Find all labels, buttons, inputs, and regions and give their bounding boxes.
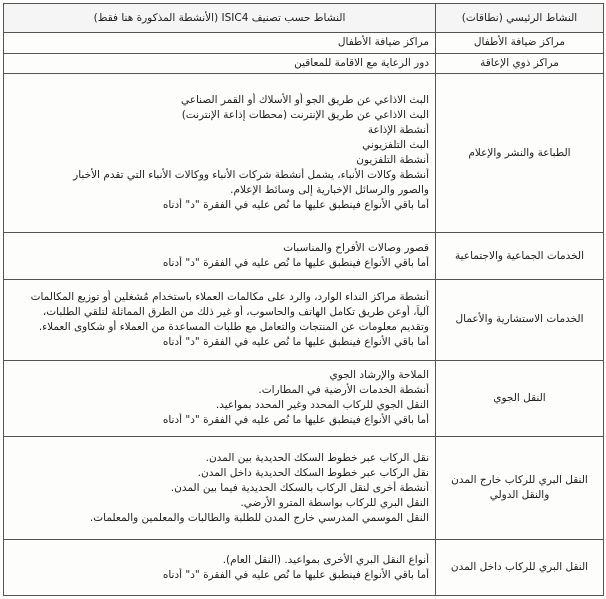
table-row <box>4 73 604 233</box>
isic-activity-line: أنشطة الخدمات الأرضية في المطارات. <box>258 384 429 397</box>
main-activity-cell: مراكز ذوي الإعاقة <box>436 53 604 73</box>
isic-activity-line: دور الرعاية مع الاقامة للمعاقين <box>294 56 429 69</box>
main-activity-cell: النقل الجوي <box>436 360 604 437</box>
main-activity-cell: الطباعة والنشر والإعلام <box>436 73 604 233</box>
isic-activity-line: أنشطة وكالات الأنباء، يشمل أنشطة شركات الأنباء ووكالات الأنباء التي تقدم الأخبار <box>73 169 429 181</box>
isic-activity-line: البث التلفزيوني <box>362 139 429 151</box>
isic-activity-line: النقل الموسمي المدرسي خارج المدن للطلبة والطالبات والمعلمين والمعلمات. <box>89 511 429 524</box>
header-isic-activity: النشاط حسب تصنيف ISIC4 (الأنشطة المذكورة هنا فقط) <box>4 4 436 33</box>
header-main-activity: النشاط الرئيسي (نطاقات) <box>436 4 604 33</box>
table-header-row <box>4 4 604 33</box>
isic-activity-cell <box>4 360 436 437</box>
isic-activity-line: نقل الركاب عبر خطوط السكك الحديدية داخل المدن. <box>197 466 429 479</box>
isic-activity-cell <box>4 233 436 279</box>
isic-activity-line: البث الاذاعي عن طريق الجو أو الأسلاك أو القمر الصناعي <box>180 94 429 106</box>
table-row <box>4 540 604 596</box>
isic-activity-line: أما باقي الأنواع فينطبق عليها ما نُص عليه في الفقرة "د" أدناه <box>162 257 429 270</box>
table-row <box>4 360 604 437</box>
isic-activity-line: أنشطة التلفزيون <box>356 154 429 166</box>
main-activity-cell: النقل البري للركاب خارج المدن والنقل الدولي <box>436 437 604 540</box>
isic-activity-line: أنشطة مراكز النداء الوارد، والرد على مكالمات العملاء باستخدام مُشغلين أو توزيع المكالمات <box>30 290 429 303</box>
table-row <box>4 53 604 73</box>
isic-activity-cell <box>4 73 436 233</box>
isic-activity-line: قصور وصالات الأفراح والمناسبات <box>283 242 429 255</box>
isic-activity-line: أما باقي الأنواع فينطبق عليها ما نُص عليه في الفقرة "د" أدناه <box>162 414 429 427</box>
isic-activity-line: نقل الركاب عبر خطوط السكك الحديدية بين المدن. <box>205 451 429 464</box>
isic-activity-cell <box>4 437 436 540</box>
isic-activity-cell <box>4 33 436 53</box>
activities-table <box>3 3 604 596</box>
isic-activity-line: النقل الجوي للركاب المحدد وغير المحدد بمواعيد. <box>215 399 429 412</box>
table-row <box>4 233 604 279</box>
isic-activity-line: أنواع النقل البري الأخرى بمواعيد. (النقل العام). <box>222 553 429 566</box>
isic-activity-cell <box>4 279 436 360</box>
table-row <box>4 279 604 360</box>
main-activity-cell: مراكز ضيافة الأطفال <box>436 33 604 53</box>
table-row <box>4 437 604 540</box>
isic-activity-cell <box>4 53 436 73</box>
isic-activity-line: أما باقي الأنواع فينطبق عليها ما نُص عليه في الفقرة "د" أدناه <box>162 568 429 581</box>
main-activity-cell: الخدمات الجماعية والاجتماعية <box>436 233 604 279</box>
main-activity-cell: النقل البري للركاب داخل المدن <box>436 540 604 596</box>
isic-activity-line: الملاحة والإرشاد الجوي <box>329 369 429 382</box>
isic-activity-line: مراكز ضيافة الأطفال <box>337 36 429 49</box>
table-row <box>4 33 604 53</box>
isic-activity-line: أنشطة أخرى لنقل الركاب بالسكك الحديدية فيما بين المدن. <box>170 481 429 494</box>
isic-activity-line: البث الاذاعي عن طريق الإنترنت (محطات إذاعة الإنترنت) <box>181 109 429 121</box>
isic-activity-cell <box>4 540 436 596</box>
isic-activity-line: النقل البري للركاب بواسطة المترو الأرضي. <box>240 496 429 509</box>
isic-activity-line: وتقديم معلومات عن المنتجات والتعامل مع طلبات المساعدة من العملاء أو شكاوى العملاء. <box>38 320 429 333</box>
main-activity-cell: الخدمات الاستشارية والأعمال <box>436 279 604 360</box>
isic-activity-line: أما باقي الأنواع فينطبق عليها ما نُص عليه في الفقرة "د" أدناه <box>162 335 429 348</box>
isic-activity-line: أما باقي الأنواع فينطبق عليها ما نُص عليه في الفقرة "د" أدناه <box>162 199 429 211</box>
isic-activity-line: والصور والرسائل الإخبارية إلى وسائط الإعلام. <box>230 184 429 196</box>
isic-activity-line: آلياً، أوعن طريق تكامل الهاتف والحاسوب، أو غير ذلك من الطرق المماثلة لتلقي الطلبات، <box>42 305 429 318</box>
isic-activity-line: أنشطة الإذاعة <box>367 124 429 136</box>
